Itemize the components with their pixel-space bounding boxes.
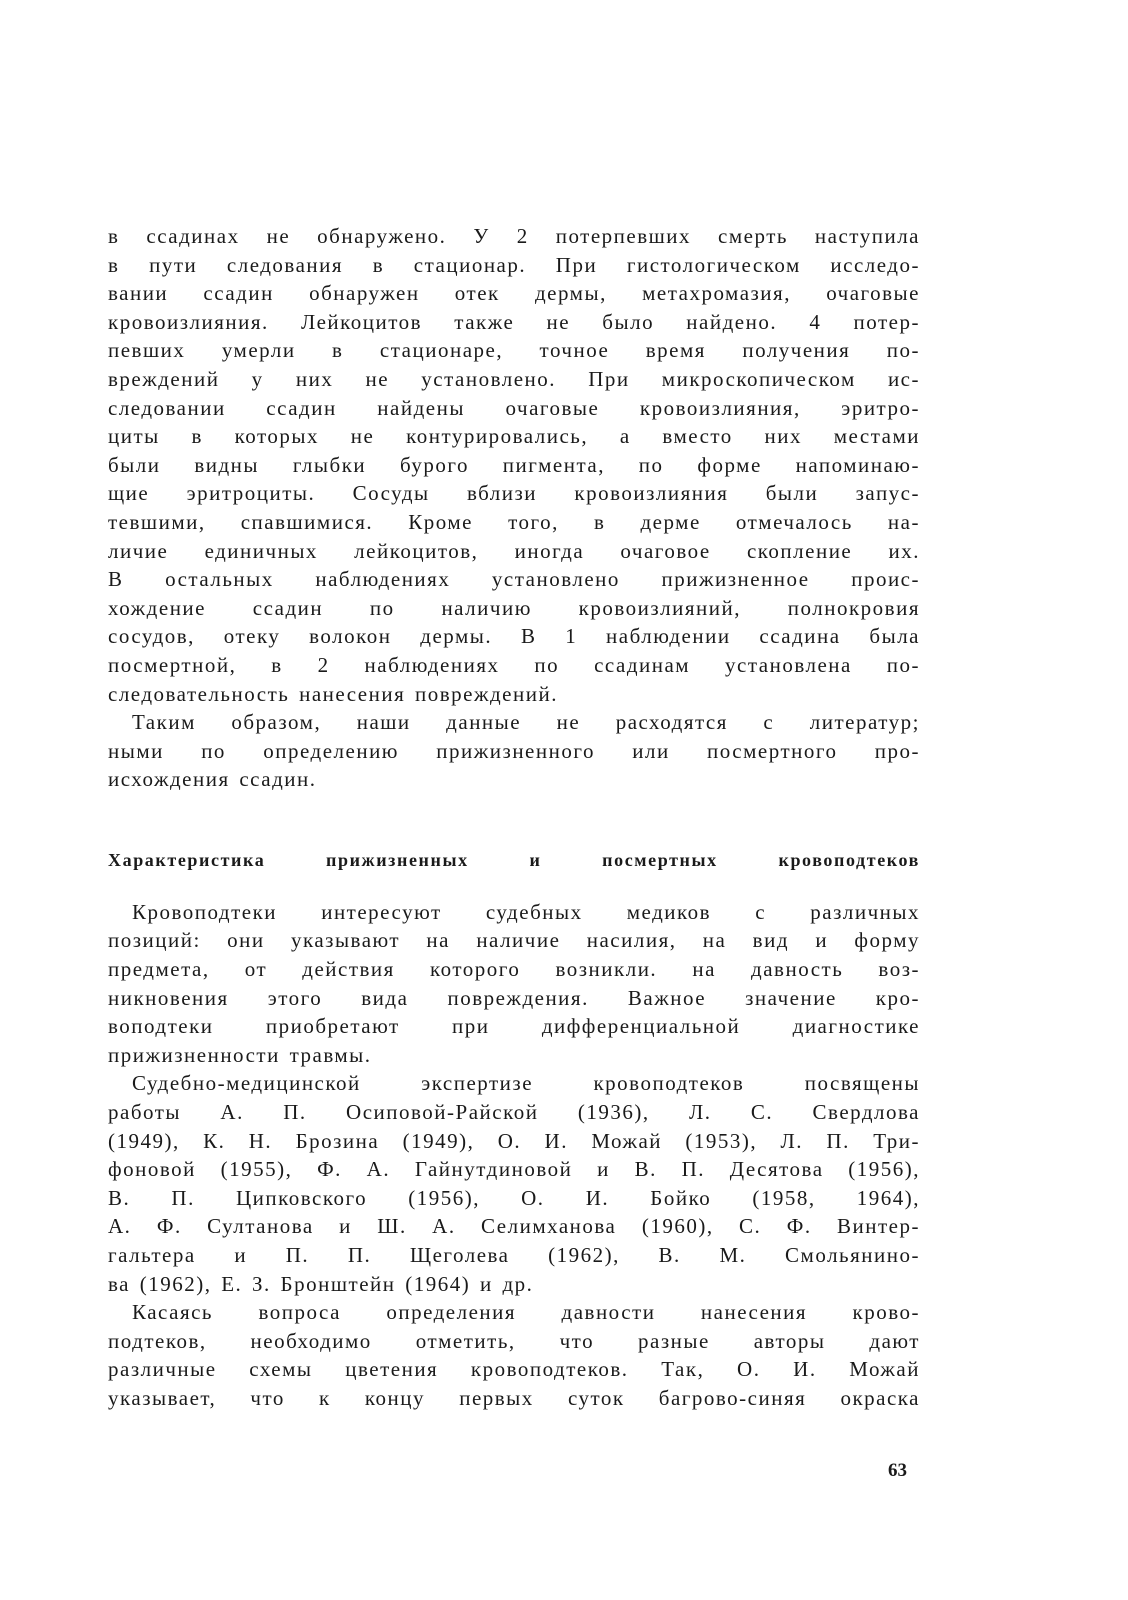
text-line: следовательность нанесения повреждений. [108, 681, 558, 706]
page-body [108, 222, 920, 1413]
text-line: А. Ф. Султанова и Ш. А. Селимханова (1960), С. Ф. Винтер- [108, 1214, 920, 1239]
text-line: гальтера и П. П. Щеголева (1962), В. М. Смольянино- [108, 1243, 920, 1267]
text-line: Кровоподтеки интересуют судебных медиков с различных [132, 899, 920, 924]
text-line: были видны глыбки бурого пигмента, по форме напоминаю- [108, 452, 920, 477]
text-line: сосудов, отеку волокон дермы. В 1 наблюдении ссадина была [108, 624, 920, 649]
paragraph-3 [108, 898, 920, 1070]
text-line: никновения этого вида повреждения. Важное значение кро- [108, 985, 920, 1010]
text-line: Таким образом, наши данные не расходятся с литератур; [132, 710, 920, 735]
paragraph-5 [108, 1298, 920, 1412]
text-line: указывает, что к концу первых суток багрово-синяя окраска [108, 1385, 920, 1410]
text-line: различные схемы цветения кровоподтеков. Так, О. И. Можай [108, 1357, 920, 1382]
text-line: (1949), К. Н. Брозина (1949), О. И. Можай (1953), Л. П. Три- [108, 1128, 920, 1153]
paragraph-4 [108, 1069, 920, 1298]
text-line: в ссадинах не обнаружено. У 2 потерпевших смерть наступила [108, 224, 920, 248]
text-line: ными по определению прижизненного или посмертного про- [108, 738, 920, 763]
text-line: циты в которых не контурировались, а вместо них местами [108, 424, 920, 449]
text-line: щие эритроциты. Сосуды вблизи кровоизлияния были запус- [108, 481, 920, 506]
text-line: следовании ссадин найдены очаговые кровоизлияния, эритро- [108, 395, 920, 420]
text-line: вании ссадин обнаружен отек дермы, метахромазия, очаговые [108, 281, 920, 306]
text-line: хождение ссадин по наличию кровоизлияний, полнокровия [108, 595, 920, 620]
text-line: ва (1962), Е. З. Бронштейн (1964) и др. [108, 1271, 534, 1296]
text-line: исхождения ссадин. [108, 767, 317, 792]
text-line: тевшими, спавшимися. Кроме того, в дерме отмечалось на- [108, 509, 920, 534]
text-line: прижизненности травмы. [108, 1042, 372, 1067]
text-line: личие единичных лейкоцитов, иногда очаговое скопление их. [108, 538, 920, 563]
text-line: в пути следования в стационар. При гистологическом исследо- [108, 252, 920, 277]
page-number: 63 [888, 1460, 907, 1481]
text-line: певших умерли в стационаре, точное время получения по- [108, 338, 920, 363]
text-line: работы А. П. Осиповой-Райской (1936), Л. С. Свердлова [108, 1100, 920, 1125]
paragraph-1 [108, 222, 920, 708]
text-line: В остальных наблюдениях установлено прижизненное проис- [108, 567, 920, 592]
text-line: воподтеки приобретают при дифференциальной диагностике [108, 1014, 920, 1039]
text-line: В. П. Ципковского (1956), О. И. Бойко (1958, 1964), [108, 1185, 920, 1210]
text-line: подтеков, необходимо отметить, что разные авторы дают [108, 1328, 920, 1353]
text-line: посмертной, в 2 наблюдениях по ссадинам установлена по- [108, 652, 920, 677]
text-line: позиций: они указывают на наличие насилия, на вид и форму [108, 928, 920, 953]
text-line: Касаясь вопроса определения давности нанесения крово- [132, 1300, 920, 1325]
text-line: предмета, от действия которого возникли. на давность воз- [108, 957, 920, 982]
section-heading: Характеристика прижизненных и посмертных кровоподтеков [108, 849, 920, 870]
text-line: вреждений у них не установлено. При микроскопическом ис- [108, 366, 920, 391]
text-line: кровоизлияния. Лейкоцитов также не было найдено. 4 потер- [108, 309, 920, 334]
text-line: фоновой (1955), Ф. А. Гайнутдиновой и В. П. Десятова (1956), [108, 1157, 920, 1182]
paragraph-2 [108, 708, 920, 794]
text-line: Судебно-медицинской экспертизе кровоподтеков посвящены [132, 1071, 920, 1096]
